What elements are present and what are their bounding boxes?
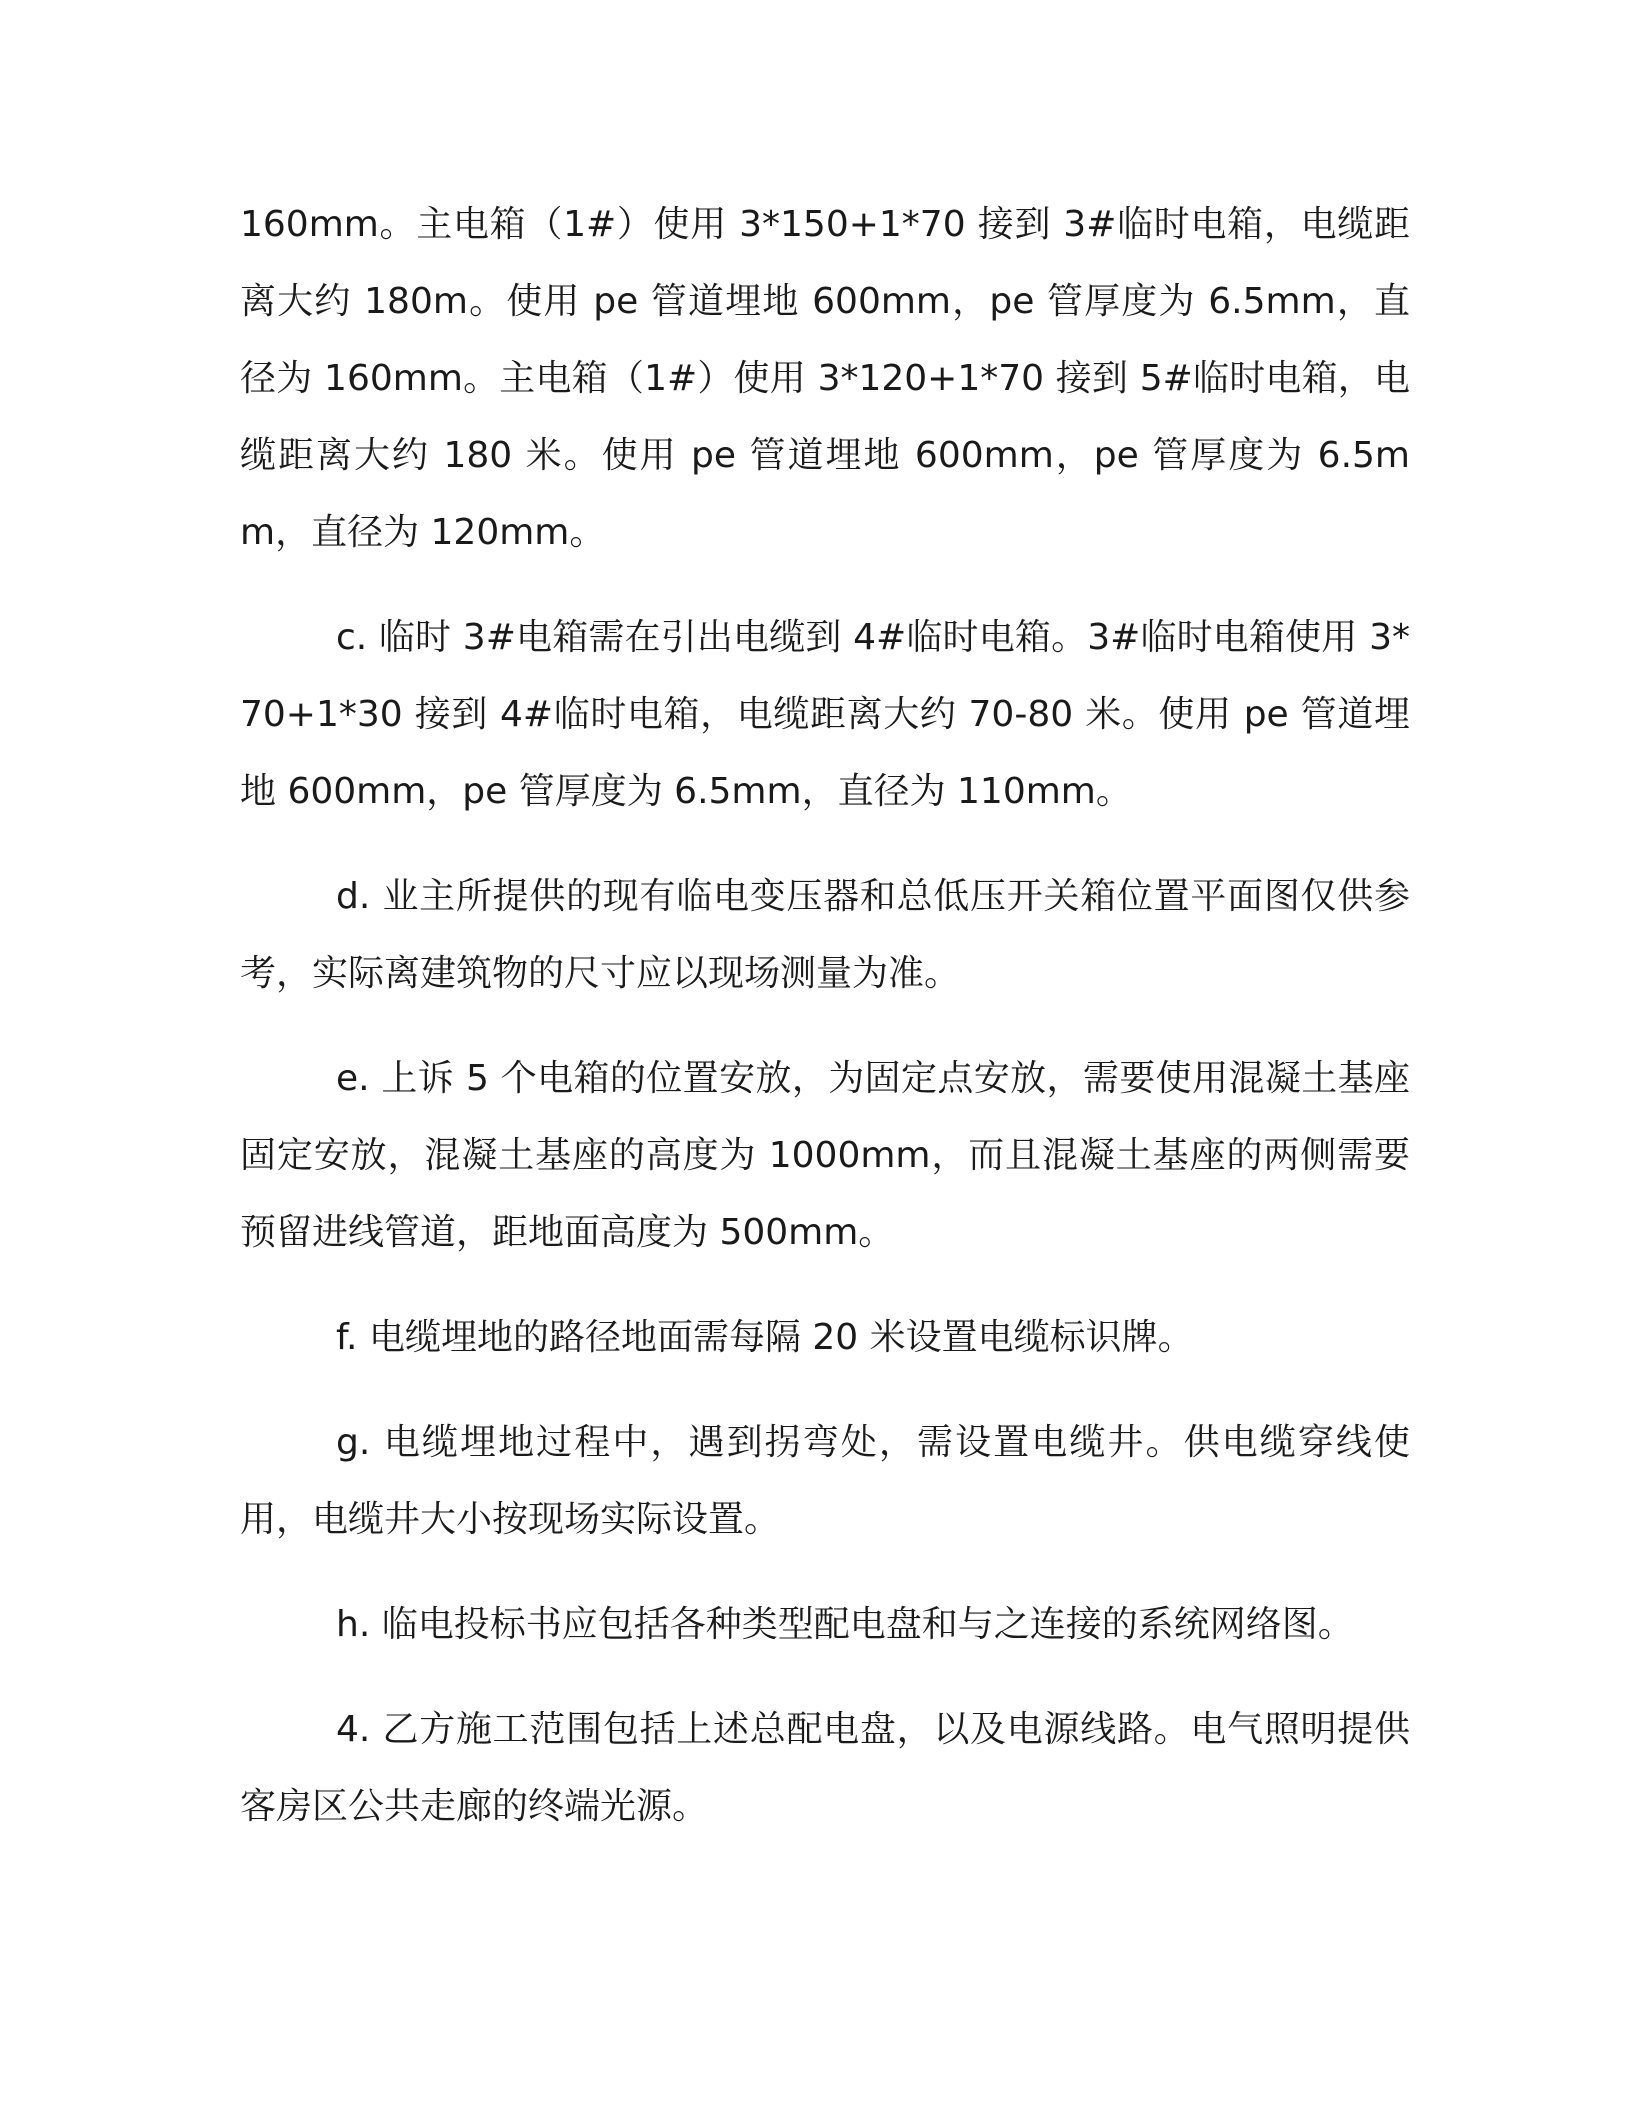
paragraph-item-h: h. 临电投标书应包括各种类型配电盘和与之连接的系统网络图。 [336, 1604, 1354, 1645]
document-body [240, 186, 1410, 1873]
paragraph-item-c: c. 临时 3#电箱需在引出电缆到 4#临时电箱。3#临时电箱使用 3*70+1*30 接到 4#临时电箱，电缆距离大约 70-80 米。使用 pe 管道埋地 600mm，pe 管厚度为 6.5mm，直径为 110mm。 [240, 617, 1410, 812]
paragraph-item-4: 4. 乙方施工范围包括上述总配电盘，以及电源线路。电气照明提供客房区公共走廊的终端光源。 [240, 1709, 1410, 1827]
paragraph-item-f: f. 电缆埋地的路径地面需每隔 20 米设置电缆标识牌。 [336, 1317, 1194, 1358]
paragraph-item-d: d. 业主所提供的现有临电变压器和总低压开关箱位置平面图仅供参考，实际离建筑物的尺寸应以现场测量为准。 [240, 876, 1410, 994]
paragraph-item-g: g. 电缆埋地过程中，遇到拐弯处，需设置电缆井。供电缆穿线使用，电缆井大小按现场实际设置。 [240, 1422, 1410, 1540]
paragraph-item-e: e. 上诉 5 个电箱的位置安放，为固定点安放，需要使用混凝土基座固定安放，混凝土基座的高度为 1000mm，而且混凝土基座的两侧需要预留进线管道，距地面高度为 500mm。 [240, 1058, 1410, 1253]
paragraph-continuation: 160mm。主电箱（1#）使用 3*150+1*70 接到 3#临时电箱，电缆距离大约 180m。使用 pe 管道埋地 600mm，pe 管厚度为 6.5mm，直径为 160mm。主电箱（1#）使用 3*120+1*70 接到 5#临时电箱，电缆距离大约 180 米。使用 pe 管道埋地 600mm，pe 管厚度为 6.5mm，直径为 120mm。 [240, 204, 1410, 553]
